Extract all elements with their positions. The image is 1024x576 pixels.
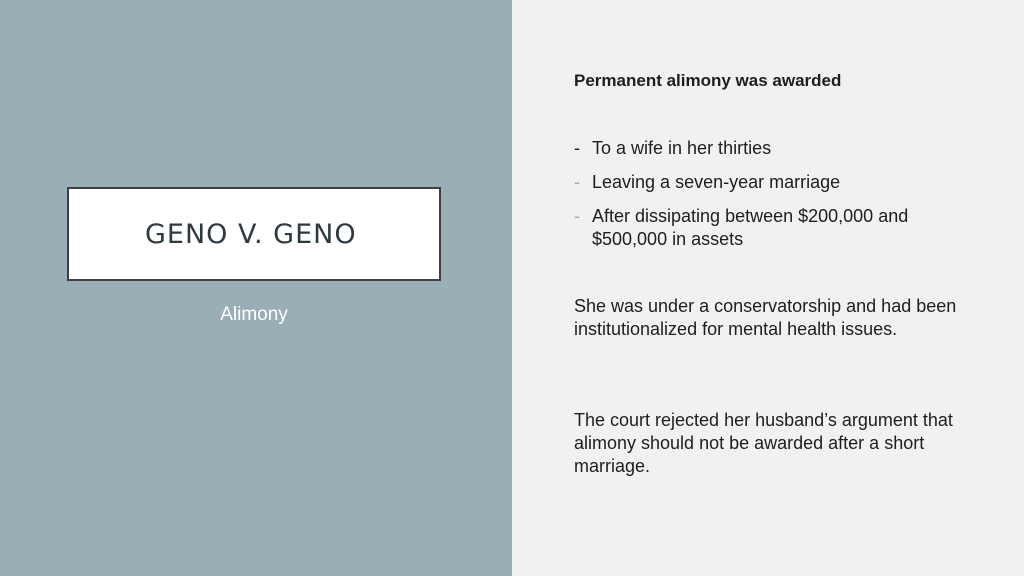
bullet-marker: - [574, 172, 580, 192]
bullet-text: To a wife in her thirties [592, 138, 772, 158]
slide-title: GENO V. GENO [145, 218, 357, 250]
bullet-item [574, 171, 954, 194]
bullet-text: Leaving a seven-year marriage [592, 172, 841, 192]
right-panel [512, 0, 1024, 576]
paragraph: The court rejected her husband’s argument that alimony should not be awarded after a short marriage. [574, 410, 953, 476]
bullet-text: After dissipating between $200,000 and $500,000 in assets [592, 206, 909, 249]
bullet-marker: - [574, 206, 580, 226]
paragraph: She was under a conservatorship and had been institutionalized for mental health issues. [574, 296, 957, 339]
slide-subtitle: Alimony [220, 304, 288, 325]
bullet-marker: - [574, 138, 580, 158]
bullet-item [574, 137, 954, 160]
bullet-item [574, 205, 954, 251]
title-box [67, 187, 441, 281]
content-heading: Permanent alimony was awarded [574, 71, 842, 90]
